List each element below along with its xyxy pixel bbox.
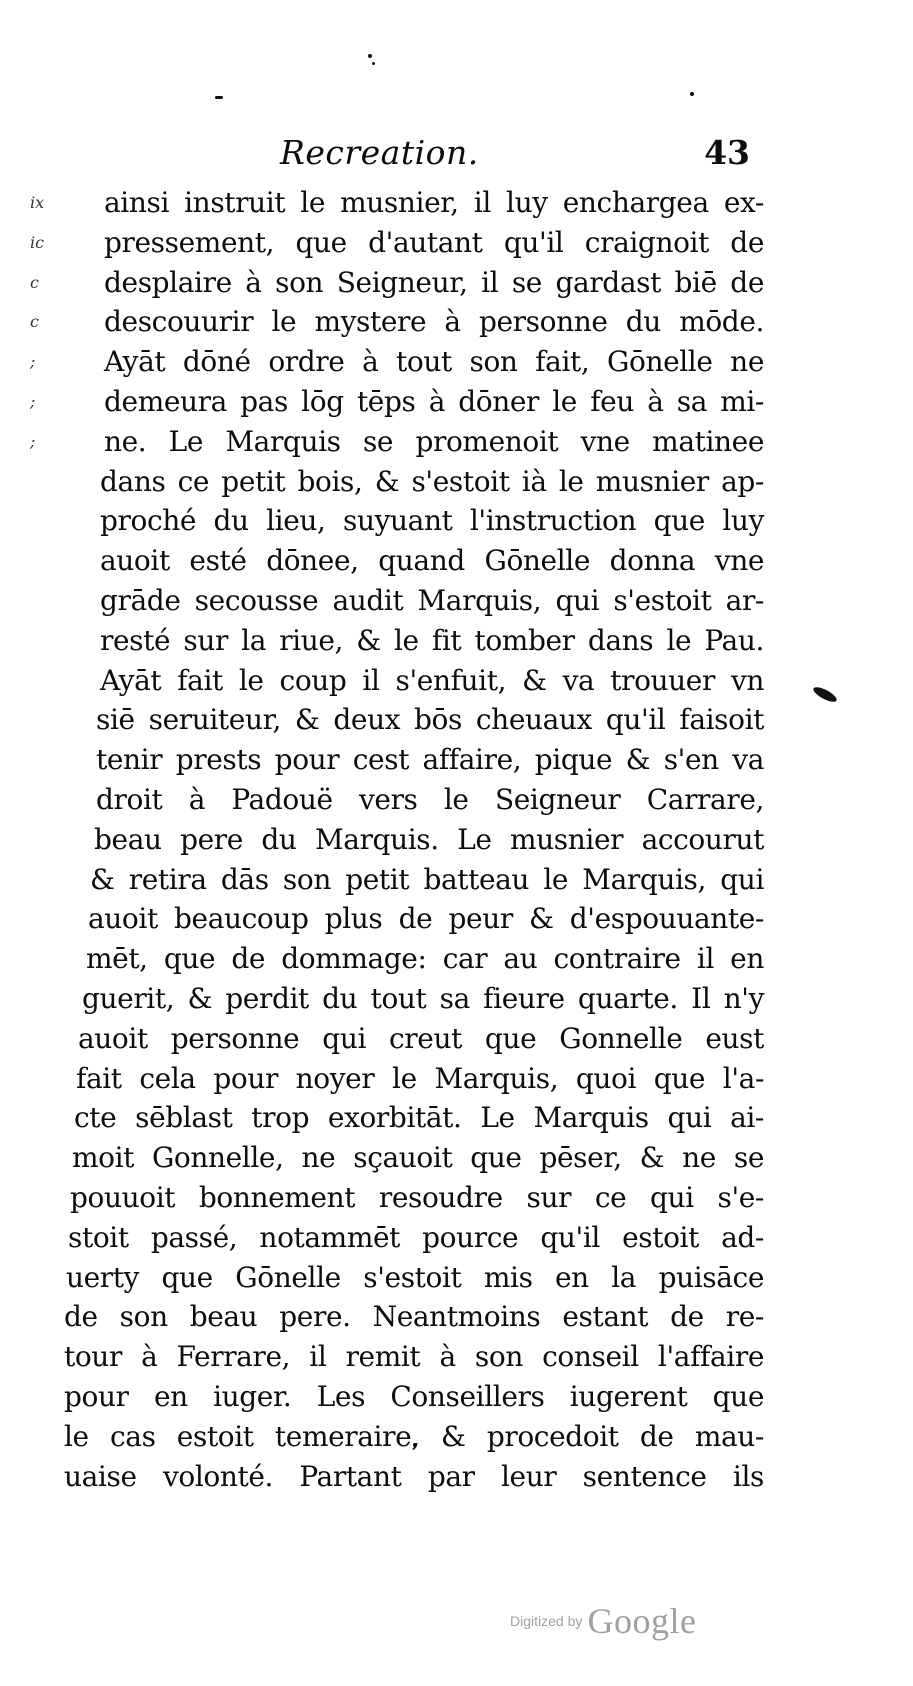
- digitized-by-label: Digitized by: [510, 1613, 583, 1629]
- ink-speck: [690, 92, 694, 96]
- text-line: Ayāt fait le coup il s'enfuit, & va trouuer vn: [100, 663, 764, 697]
- margin-mark: ;: [30, 352, 36, 372]
- body-text: [64, 183, 764, 1496]
- ink-speck: [368, 54, 372, 58]
- text-line: descouurir le mystere à personne du mōde.: [104, 305, 764, 339]
- text-line: desplaire à son Seigneur, il se gardast biē de: [104, 265, 764, 299]
- ink-blot: [811, 684, 838, 704]
- text-line: pour en iuger. Les Conseillers iugerent que: [64, 1379, 764, 1413]
- margin-mark: ;: [30, 391, 36, 411]
- text-line: uerty que Gōnelle s'estoit mis en la puisāce: [66, 1260, 764, 1294]
- text-line: ne. Le Marquis se promenoit vne matinee: [104, 424, 764, 458]
- text-line: resté sur la riue, & le fit tomber dans le Pau.: [100, 623, 764, 657]
- margin-mark: ix: [30, 193, 45, 212]
- text-line: tenir prests pour cest affaire, pique & s'en va: [96, 743, 764, 777]
- text-line: auoit personne qui creut que Gonnelle eust: [78, 1021, 764, 1055]
- text-line: droit à Padouë vers le Seigneur Carrare,: [96, 782, 764, 816]
- margin-mark: ic: [30, 232, 45, 252]
- text-line: proché du lieu, suyuant l'instruction que luy: [100, 504, 764, 538]
- text-line: auoit beaucoup plus de peur & d'espouuante-: [88, 902, 764, 936]
- text-line: mēt, que de dommage: car au contraire il en: [86, 942, 764, 976]
- google-digitized-footer: [510, 1600, 696, 1642]
- text-line: Ayāt dōné ordre à tout son fait, Gōnelle ne: [104, 345, 764, 379]
- text-line: tour à Ferrare, il remit à son conseil l'affaire: [64, 1340, 764, 1374]
- text-line: stoit passé, notammēt pource qu'il estoit ad-: [68, 1220, 764, 1254]
- google-logo: Google: [587, 1601, 697, 1641]
- text-line: dans ce petit bois, & s'estoit ià le musnier ap-: [100, 464, 764, 498]
- text-line: pressement, que d'autant qu'il craignoit de: [104, 225, 764, 259]
- text-line: pouuoit bonnement resoudre sur ce qui s'e-: [70, 1180, 764, 1214]
- text-line: grāde secousse audit Marquis, qui s'estoit ar-: [100, 583, 764, 617]
- text-line: guerit, & perdit du tout sa fieure quarte. Il n'y: [82, 981, 764, 1015]
- page-number: 43: [704, 133, 750, 172]
- text-line: demeura pas lōg tēps à dōner le feu à sa mi-: [104, 384, 764, 418]
- text-line: de son beau pere. Neantmoins estant de re-: [64, 1300, 764, 1334]
- margin-mark: c: [30, 312, 39, 332]
- margin-mark: ;: [30, 431, 36, 451]
- text-line: le cas estoit temeraire, & procedoit de mau-: [64, 1419, 764, 1453]
- margin-marks: [30, 183, 60, 462]
- page-header: [280, 133, 750, 183]
- ink-speck: [215, 96, 223, 99]
- text-line: siē seruiteur, & deux bōs cheuaux qu'il faisoit: [96, 703, 764, 737]
- running-title: Recreation.: [280, 133, 479, 172]
- text-line: moit Gonnelle, ne sçauoit que pēser, & ne se: [72, 1141, 764, 1175]
- ink-speck: [372, 62, 375, 65]
- text-line: ainsi instruit le musnier, il luy enchargea ex-: [104, 186, 764, 219]
- text-line: fait cela pour noyer le Marquis, quoi que l'a-: [76, 1061, 764, 1095]
- text-line: uaise volonté. Partant par leur sentence ils: [64, 1459, 764, 1493]
- text-line: & retira dās son petit batteau le Marquis, qui: [90, 862, 764, 896]
- text-line: cte sēblast trop exorbitāt. Le Marquis qui ai-: [74, 1101, 764, 1135]
- margin-mark: c: [30, 272, 39, 292]
- text-line: beau pere du Marquis. Le musnier accourut: [94, 822, 764, 856]
- text-line: auoit esté dōnee, quand Gōnelle donna vne: [100, 544, 764, 578]
